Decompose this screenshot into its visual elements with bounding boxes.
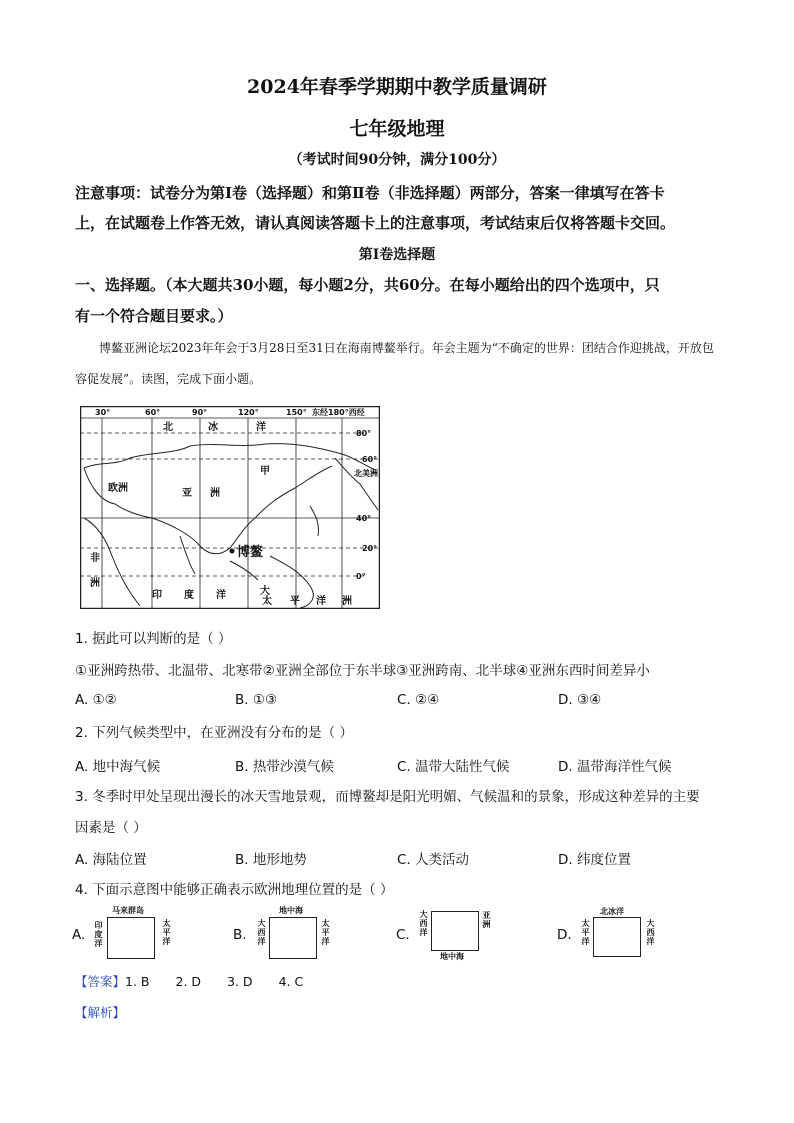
lat-label-60: 60° — [362, 455, 378, 464]
asia-map — [80, 406, 380, 609]
q4b-right-label: 太平洋 — [321, 919, 330, 946]
lat-label-40: 40° — [356, 514, 372, 523]
analysis-label: 【解析】 — [75, 1005, 126, 1020]
question-2-stem: 2. 下列气候类型中，在亚洲没有分布的是（ ） — [75, 725, 353, 741]
map-label-zhou-africa: 洲 — [90, 578, 100, 589]
q4c-box — [431, 911, 479, 951]
answer-label: 【答案】 — [75, 974, 126, 989]
map-label-bing: 冰 — [208, 422, 218, 433]
notice-line-1: 注意事项：试卷分为第Ⅰ卷（选择题）和第Ⅱ卷（非选择题）两部分，答案一律填写在答卡 — [75, 184, 665, 202]
q4-option-c[interactable]: C. — [396, 927, 410, 943]
notice-line-2: 上，在试题卷上作答无效，请认真阅读答题卡上的注意事项，考试结束后仅将答题卡交回。 — [75, 214, 676, 232]
q3-option-b[interactable]: B. 地形地势 — [235, 852, 307, 868]
q1-option-a[interactable]: A. ①② — [75, 692, 117, 708]
q2-option-d[interactable]: D. 温带海洋性气候 — [558, 759, 672, 775]
q4d-box — [593, 917, 641, 957]
q2-option-a[interactable]: A. 地中海气候 — [75, 759, 161, 775]
map-label-ouzhou: 欧洲 — [108, 483, 128, 494]
map-label-yin: 印 — [152, 590, 162, 601]
map-label-yang3: 洋 — [316, 596, 326, 607]
lat-label-0: 0° — [356, 572, 366, 581]
q1-option-c[interactable]: C. ②④ — [397, 692, 440, 708]
q4-diagram-d[interactable] — [578, 905, 670, 955]
map-label-da: 大 — [260, 586, 270, 597]
answer-item-2: 2. D — [175, 974, 202, 989]
answer-line — [75, 972, 303, 990]
map-label-beimeizhou: 北美洲 — [354, 469, 378, 478]
map-label-zhou: 洲 — [210, 488, 220, 499]
q4-diagram-a[interactable] — [94, 905, 186, 955]
question-1-stem: 1. 据此可以判断的是（ ） — [75, 631, 232, 647]
q4b-box — [269, 917, 317, 959]
question-1-statements: ①亚洲跨热带、北温带、北寒带②亚洲全部位于东半球③亚洲跨南、北半球④亚洲东西时间差异小 — [75, 663, 650, 679]
lon-label-60: 60° — [145, 408, 161, 417]
q4d-top-label: 北冰洋 — [600, 907, 624, 916]
q4-diagram-c[interactable] — [418, 908, 510, 964]
q4a-right-label: 太平洋 — [162, 919, 171, 946]
part-heading-line-1: 一、选择题。（本大题共30小题，每小题2分，共60分。在每小题给出的四个选项中，只 — [75, 276, 660, 294]
q4-option-b[interactable]: B. — [233, 927, 247, 943]
q4c-right-label: 亚洲 — [482, 911, 491, 929]
map-label-du: 度 — [184, 590, 194, 601]
map-label-boao: 博鳌 — [237, 545, 264, 560]
q2-option-c[interactable]: C. 温带大陆性气候 — [397, 759, 510, 775]
q3-option-c[interactable]: C. 人类活动 — [397, 852, 470, 868]
question-3-stem-line-2: 因素是（ ） — [75, 820, 147, 836]
q4b-top-label: 地中海 — [279, 906, 303, 915]
question-1 — [75, 629, 735, 649]
map-label-zhou2: 洲 — [342, 596, 352, 607]
lat-label-80: 80° — [356, 429, 372, 438]
map-label-yang: 洋 — [256, 422, 266, 433]
exam-subject: 七年级地理 — [349, 118, 445, 140]
q2-option-b[interactable]: B. 热带沙漠气候 — [235, 759, 334, 775]
exam-title: 2024年春季学期期中教学质量调研 — [247, 76, 547, 98]
lat-label-20: 20° — [362, 544, 378, 553]
lon-label-180: 东经180°西经 — [312, 408, 365, 417]
q3-option-d[interactable]: D. 纬度位置 — [558, 852, 631, 868]
lon-label-120: 120° — [238, 408, 259, 417]
map-label-tai: 太 — [262, 596, 272, 607]
lon-label-90: 90° — [192, 408, 208, 417]
notice — [75, 178, 725, 238]
part-heading-line-2: 有一个符合题目要求。） — [75, 307, 233, 325]
question-4-stem: 4. 下面示意图中能够正确表示欧洲地理位置的是（ ） — [75, 882, 394, 898]
q1-option-d[interactable]: D. ③④ — [558, 692, 602, 708]
q4b-left-label: 大西洋 — [257, 919, 266, 946]
q1-option-b[interactable]: B. ①③ — [235, 692, 278, 708]
q4-option-d[interactable]: D. — [557, 927, 572, 943]
answer-item-4: 4. C — [278, 974, 304, 989]
lon-label-150: 150° — [286, 408, 307, 417]
q4a-top-label: 马来群岛 — [112, 906, 144, 915]
boao-marker-icon — [230, 549, 235, 554]
q4a-left-label: 印度洋 — [94, 921, 103, 948]
map-label-bei: 北 — [163, 422, 173, 433]
map-label-jia: 甲 — [260, 466, 270, 477]
part-heading — [75, 270, 725, 332]
question-3-stem-line-1: 3. 冬季时甲处呈现出漫长的冰天雪地景观，而博鳌却是阳光明媚、气候温和的景象，形成这种差异的主要 — [75, 789, 700, 805]
lon-label-30: 30° — [95, 408, 111, 417]
q4a-box — [107, 917, 155, 959]
map-label-ya: 亚 — [182, 488, 192, 499]
section-title: 第Ⅰ卷选择题 — [358, 247, 436, 263]
q4-diagram-b[interactable] — [255, 905, 347, 955]
q4d-right-label: 大西洋 — [646, 919, 655, 946]
answer-item-3: 3. D — [227, 974, 253, 989]
q4c-bottom-label: 地中海 — [440, 952, 464, 961]
asia-map-svg — [80, 406, 380, 609]
q4d-left-label: 太平洋 — [581, 919, 590, 946]
q4-option-a[interactable]: A. — [72, 927, 86, 943]
passage: 博鳌亚洲论坛2023年年会于3月28日至31日在海南博鳌举行。年会主题为“不确定的世界：团结合作迎挑战，开放包容促发展”。读图，完成下面小题。 — [75, 341, 714, 386]
map-label-yang2: 洋 — [216, 590, 226, 601]
exam-duration: （考试时间90分钟，满分100分） — [288, 152, 506, 168]
map-label-fei: 非 — [90, 553, 100, 564]
q4c-left-label: 大西洋 — [419, 910, 428, 937]
map-label-ping: 平 — [290, 596, 300, 607]
q3-option-a[interactable]: A. 海陆位置 — [75, 852, 147, 868]
answer-item-1: 1. B — [125, 974, 150, 989]
